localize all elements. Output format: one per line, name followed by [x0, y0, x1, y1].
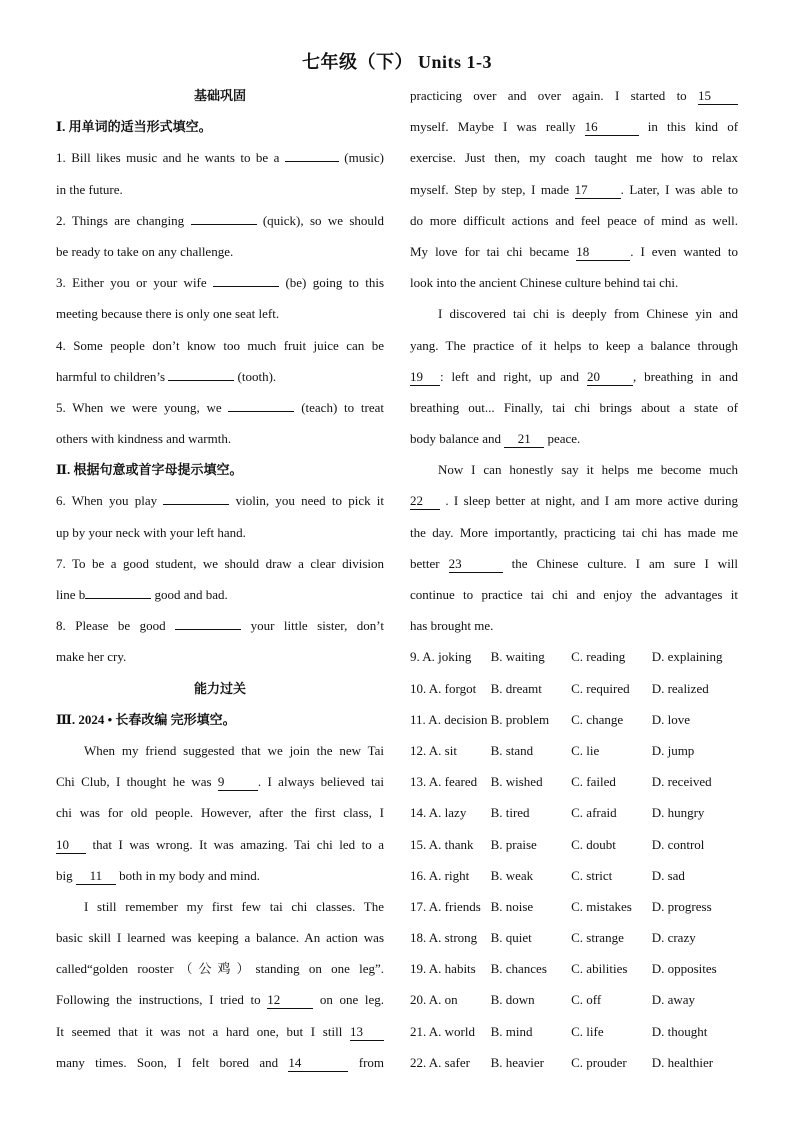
option-row	[410, 739, 738, 770]
cloze-blank-20[interactable]: 20	[587, 369, 633, 386]
option-choice[interactable]: D. received	[651, 774, 712, 790]
passage-line: myself. Step by step, I made 17 . Later, I was able to	[410, 181, 739, 197]
question-3-line-1: 3. Either you or your wife (be) going to this	[56, 275, 385, 291]
question-8-line-1: 8. Please be good your little sister, don’t	[56, 618, 385, 634]
passage-line: exercise. Just then, my coach taught me how to relax	[410, 150, 738, 166]
passage-line: 10 that I was wrong. It was amazing. Tai chi led to a	[56, 836, 385, 852]
cloze-blank-16[interactable]: 16	[585, 119, 639, 136]
option-choice[interactable]: B. problem	[490, 711, 550, 727]
cloze-blank-17[interactable]: 17	[575, 182, 621, 199]
passage-line: practicing over and over again. I started to 15	[410, 84, 738, 115]
option-choice[interactable]: D. crazy	[651, 930, 696, 946]
part-1-heading: Ⅰ. 用单词的适当形式填空。	[56, 119, 212, 135]
question-6-line-2: up by your neck with your left hand.	[56, 524, 246, 540]
option-choice[interactable]: D. away	[651, 992, 696, 1008]
question-7-line-1: 7. To be a good student, we should draw a clear division	[56, 555, 384, 571]
option-choice[interactable]: D. thought	[651, 1023, 708, 1039]
option-choice[interactable]: B. dreamt	[490, 680, 542, 696]
option-row	[410, 988, 738, 1019]
option-choice[interactable]: C. strange	[571, 930, 624, 946]
option-row	[410, 864, 738, 895]
passage-line: body balance and 21 peace.	[410, 431, 581, 447]
passage-line: has brought me.	[410, 618, 494, 634]
option-choice[interactable]: C. abilities	[571, 961, 628, 977]
passage-line: called“golden rooster（公鸡）standing on one leg”.	[56, 961, 384, 977]
cloze-blank-14[interactable]: 14	[288, 1055, 348, 1072]
option-choice[interactable]: C. off	[571, 992, 602, 1008]
question-7-line-2: line b good and bad.	[56, 587, 228, 602]
passage-line: Following the instructions, I tried to 12 on one leg.	[56, 992, 385, 1008]
option-choice[interactable]: C. reading	[571, 649, 626, 665]
option-choice[interactable]: C. lie	[571, 742, 600, 758]
cloze-blank-18[interactable]: 18	[576, 244, 630, 261]
left-column	[56, 84, 384, 1082]
option-row	[410, 677, 738, 708]
passage-line: 22 . I sleep better at night, and I am more active during	[410, 493, 739, 509]
option-choice[interactable]: C. prouder	[571, 1054, 627, 1070]
option-row	[410, 833, 738, 864]
option-choice[interactable]: 22. A. safer	[410, 1054, 470, 1070]
option-row	[410, 1020, 738, 1051]
option-choice[interactable]: B. stand	[490, 742, 534, 758]
option-choice[interactable]: B. mind	[490, 1023, 533, 1039]
passage-line: It seemed that it was not a hard one, but I still 13	[56, 1020, 384, 1051]
cloze-blank-23[interactable]: 23	[449, 556, 503, 573]
option-choice[interactable]: C. change	[571, 711, 624, 727]
option-choice[interactable]: C. mistakes	[571, 898, 632, 914]
question-3-line-2: meeting because there is only one seat left.	[56, 306, 280, 322]
option-choice[interactable]: 17. A. friends	[410, 898, 481, 914]
option-choice[interactable]: 12. A. sit	[410, 742, 457, 758]
cloze-blank-19[interactable]: 19	[410, 369, 440, 386]
passage-line: When my friend suggested that we join the new Tai	[84, 742, 384, 758]
passage-line: I still remember my first few tai chi classes. The	[84, 898, 384, 914]
option-choice[interactable]: D. jump	[651, 742, 695, 758]
cloze-blank-11[interactable]: 11	[76, 868, 116, 885]
cloze-blank-13[interactable]: 13	[350, 1024, 384, 1041]
answer-blank[interactable]	[228, 411, 294, 412]
passage-line: yang. The practice of it helps to keep a balance through	[410, 337, 738, 353]
option-choice[interactable]: 9. A. joking	[410, 649, 472, 665]
question-2-line-2: be ready to take on any challenge.	[56, 243, 234, 259]
option-row	[410, 895, 738, 926]
option-choice[interactable]: B. quiet	[490, 930, 532, 946]
option-choice[interactable]: 10. A. forgot	[410, 680, 477, 696]
question-1-line-1: 1. Bill likes music and he wants to be a (music)	[56, 150, 385, 166]
option-choice[interactable]: B. noise	[490, 898, 534, 914]
cloze-blank-9[interactable]: 9	[218, 774, 258, 791]
option-choice[interactable]: 18. A. strong	[410, 930, 478, 946]
cloze-blank-21[interactable]: 21	[504, 431, 544, 448]
option-choice[interactable]: 16. A. right	[410, 867, 470, 883]
option-choice[interactable]: D. explaining	[651, 649, 723, 665]
answer-blank[interactable]	[85, 598, 151, 599]
option-choice[interactable]: B. weak	[490, 867, 534, 883]
answer-blank[interactable]	[175, 629, 241, 630]
answer-blank[interactable]	[168, 380, 234, 381]
cloze-blank-12[interactable]: 12	[267, 992, 313, 1009]
option-choice[interactable]: D. healthier	[651, 1054, 714, 1070]
passage-line: Now I can honestly say it helps me become much	[438, 462, 738, 478]
option-choice[interactable]: D. control	[651, 836, 705, 852]
passage-line: better 23 the Chinese culture. I am sure I will	[410, 555, 739, 571]
right-column	[410, 84, 738, 1082]
passage-line: chi was for old people. However, after the first class, I	[56, 805, 384, 821]
option-choice[interactable]: 11. A. decision	[410, 711, 488, 727]
question-4-line-2: harmful to children’s (tooth).	[56, 368, 277, 384]
question-5-line-2: others with kindness and warmth.	[56, 431, 232, 447]
passage-line: I discovered tai chi is deeply from Chinese yin and	[438, 306, 738, 322]
passage-line: Chi Club, I thought he was 9 . I always believed tai	[56, 774, 384, 790]
passage-line: My love for tai chi became 18 . I even wanted to	[410, 243, 739, 259]
option-choice[interactable]: C. strict	[571, 867, 613, 883]
option-choice[interactable]: 19. A. habits	[410, 961, 476, 977]
options-list	[410, 645, 738, 1082]
passage-line: basic skill I learned was keeping a balance. An action was	[56, 930, 384, 946]
part-3-heading: Ⅲ. 2024 • 长春改编 完形填空。	[56, 711, 236, 727]
option-choice[interactable]: 15. A. thank	[410, 836, 474, 852]
option-row	[410, 645, 738, 676]
question-1-line-2: in the future.	[56, 181, 123, 197]
option-choice[interactable]: B. waiting	[490, 649, 545, 665]
option-choice[interactable]: D. progress	[651, 898, 712, 914]
option-choice[interactable]: B. tired	[490, 805, 530, 821]
option-choice[interactable]: B. heavier	[490, 1054, 544, 1070]
part-2-heading: Ⅱ. 根据句意或首字母提示填空。	[56, 462, 243, 478]
option-choice[interactable]: D. sad	[651, 867, 685, 883]
answer-blank[interactable]	[163, 504, 229, 505]
question-6-line-1: 6. When you play violin, you need to pick it	[56, 493, 385, 509]
option-choice[interactable]: 20. A. on	[410, 992, 458, 1008]
question-4-line-1: 4. Some people don’t know too much fruit juice can be	[56, 337, 384, 353]
option-choice[interactable]: B. down	[490, 992, 535, 1008]
option-choice[interactable]: C. life	[571, 1023, 604, 1039]
cloze-blank-15[interactable]: 15	[698, 88, 738, 105]
option-choice[interactable]: 14. A. lazy	[410, 805, 467, 821]
option-choice[interactable]: D. hungry	[651, 805, 705, 821]
passage-line: big 11 both in my body and mind.	[56, 867, 260, 883]
passage-line: do more difficult actions and feel peace of mind as well.	[410, 212, 738, 228]
option-choice[interactable]: B. chances	[490, 961, 547, 977]
option-row	[410, 1051, 738, 1082]
passage-line: 19 : left and right, up and 20 , breathing in and	[410, 368, 739, 384]
passage-line: myself. Maybe I was really 16 in this kind of	[410, 119, 739, 135]
cloze-blank-22[interactable]: 22	[410, 493, 440, 510]
section-heading-ability: 能力过关	[193, 680, 246, 696]
page-title: 七年级（下） Units 1-3	[301, 52, 492, 72]
option-choice[interactable]: B. wished	[490, 774, 543, 790]
passage-line: continue to practice tai chi and enjoy the advantages it	[410, 587, 738, 602]
option-choice[interactable]: 21. A. world	[410, 1023, 475, 1039]
option-choice[interactable]: D. realized	[651, 680, 709, 696]
question-5-line-1: 5. When we were young, we (teach) to treat	[56, 399, 385, 415]
option-choice[interactable]: C. required	[571, 680, 630, 696]
option-row	[410, 770, 738, 801]
option-choice[interactable]: C. failed	[571, 774, 616, 790]
passage-line: the day. More importantly, practicing tai chi has made me	[410, 524, 738, 540]
option-choice[interactable]: C. afraid	[571, 805, 617, 821]
passage-line: look into the ancient Chinese culture behind tai chi.	[410, 275, 679, 291]
option-choice[interactable]: B. praise	[490, 836, 537, 852]
answer-blank[interactable]	[213, 286, 279, 287]
answer-blank[interactable]	[191, 224, 257, 225]
option-choice[interactable]: D. love	[651, 711, 690, 727]
option-choice[interactable]: 13. A. feared	[410, 774, 478, 790]
answer-blank[interactable]	[285, 161, 339, 162]
question-2-line-1: 2. Things are changing (quick), so we should	[56, 212, 385, 228]
question-8-line-2: make her cry.	[56, 649, 127, 665]
option-choice[interactable]: C. doubt	[571, 836, 616, 852]
option-row	[410, 801, 738, 832]
passage-line: many times. Soon, I felt bored and 14 from	[56, 1054, 385, 1070]
option-row	[410, 708, 738, 739]
passage-line: breathing out... Finally, tai chi brings about a state of	[410, 399, 738, 415]
option-row	[410, 957, 738, 988]
option-row	[410, 926, 738, 957]
cloze-blank-10[interactable]: 10	[56, 837, 86, 854]
option-choice[interactable]: D. opposites	[651, 961, 717, 977]
section-heading-basic: 基础巩固	[193, 88, 246, 103]
